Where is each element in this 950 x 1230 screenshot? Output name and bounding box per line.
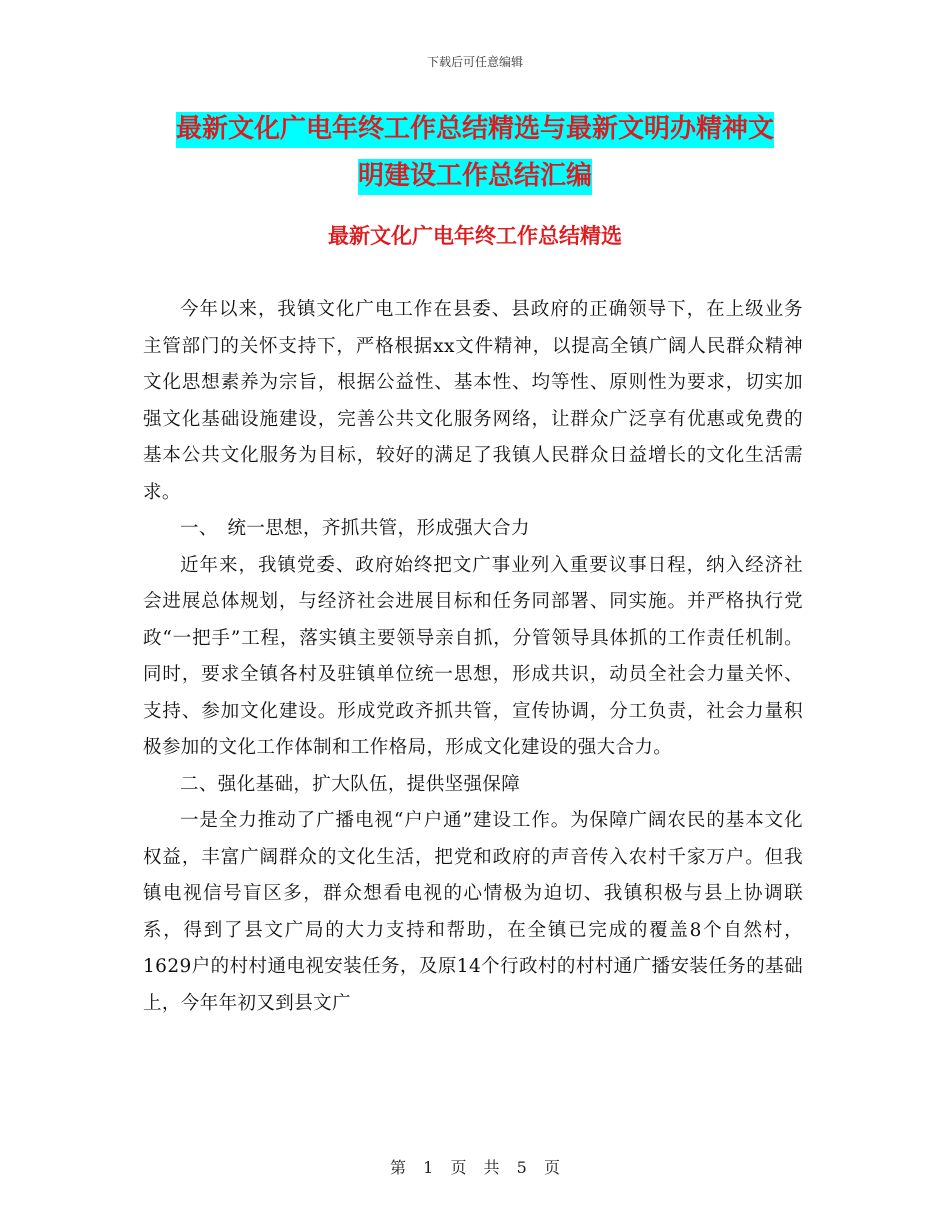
title-line-1: 最新文化广电年终工作总结精选与最新文明办精神文 [176, 112, 774, 148]
page-footer [0, 1155, 950, 1178]
page-number: 1 [423, 1158, 434, 1177]
footer-prefix: 第 [390, 1158, 407, 1177]
title-line-2: 明建设工作总结汇编 [358, 159, 592, 195]
header-note: 下载后可任意编辑 [426, 55, 523, 69]
footer-suffix: 页 [543, 1158, 560, 1177]
footer-mid2: 共 [483, 1158, 500, 1177]
section-title: 最新文化广电年终工作总结精选 [328, 224, 622, 248]
footer-mid1: 页 [450, 1158, 467, 1177]
page-total: 5 [516, 1158, 527, 1177]
paragraph: 今年以来，我镇文化广电工作在县委、县政府的正确领导下，在上级业务主管部门的关怀支持下，严格根据xx文件精神，以提高全镇广阔人民群众精神文化思想素养为宗旨，根据公益性、基本性、均等性、原则性为要求，切实加强文化基础设施建设，完善公共文化服务网络，让群众广泛享有优惠或免费的基本公共文化服务为目标，较好的满足了我镇人民群众日益增长的文化生活需求。 [143, 299, 803, 503]
subheading-1: 一、 统一思想，齐抓共管，形成强大合力 [180, 518, 530, 539]
paragraph: 近年来，我镇党委、政府始终把文广事业列入重要议事日程，纳入经济社会进展总体规划，与经济社会进展目标和任务同部署、同实施。并严格执行党政“一把手”工程，落实镇主要领导亲自抓，分管领导具体抓的工作责任机制。同时，要求全镇各村及驻镇单位统一思想，形成共识，动员全社会力量关怀、支持、参加文化建设。形成党政齐抓共管，宣传协调，分工负责，社会力量积极参加的文化工作体制和工作格局，形成文化建设的强大合力。 [143, 554, 803, 758]
subheading-2: 二、强化基础，扩大队伍，提供坚强保障 [180, 773, 521, 795]
document-title [140, 106, 810, 200]
paragraph: 一是全力推动了广播电视“户户通”建设工作。为保障广阔农民的基本文化权益，丰富广阔群众的文化生活，把党和政府的声音传入农村千家万户。但我镇电视信号盲区多，群众想看电视的心情极为迫切、我镇积极与县上协调联系，得到了县文广局的大力支持和帮助，在全镇已完成的覆盖8个自然村，1629户的村村通电视安装任务，及原14个行政村的村村通广播安装任务的基础上，今年年初又到县文广 [143, 810, 803, 1014]
document-body [143, 292, 803, 1022]
